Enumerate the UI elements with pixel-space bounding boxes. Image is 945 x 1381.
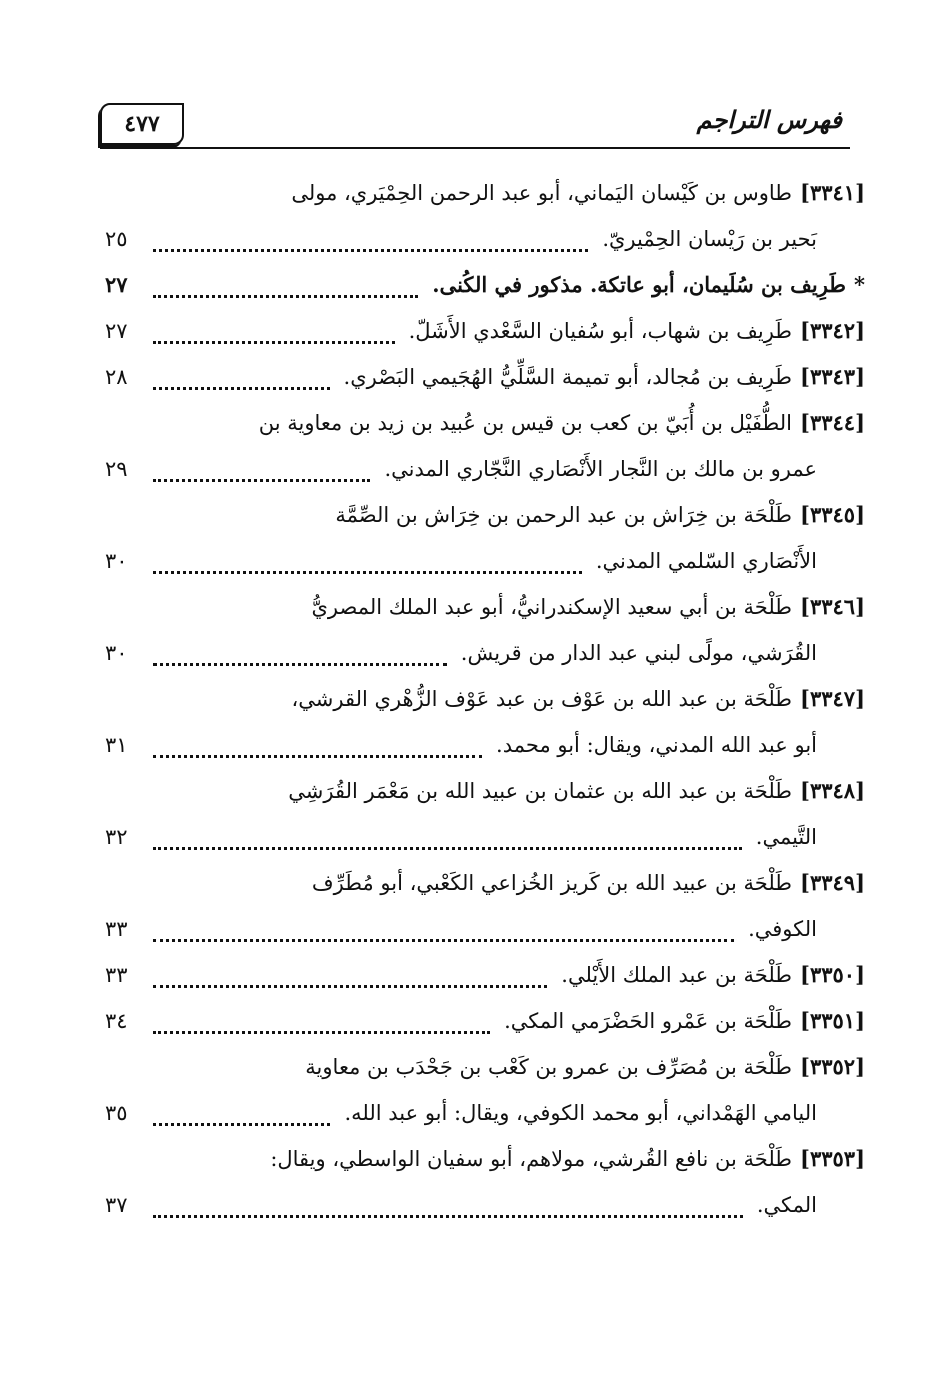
entry-text: طَرِيف بن شهاب، أبو سُفيان السَّعْدي الأَشَلّ. [408, 319, 792, 343]
entry-line [105, 216, 865, 262]
dot-leader [153, 341, 395, 344]
dot-leader [153, 939, 734, 942]
entry-text: عمرو بن مالك بن النَّجار الأَنْصَاري النَّجّاري المدني. [384, 457, 817, 481]
entry-line [105, 952, 865, 998]
entry-page-number: ٣٠ [105, 641, 128, 665]
dot-leader [153, 571, 582, 574]
entry-text: القُرَشي، مولًى لبني عبد الدار من قريش. [460, 641, 817, 665]
dot-leader [153, 249, 588, 252]
index-entries [105, 170, 865, 1228]
page-header [100, 95, 850, 151]
entry-text: طَلْحَة بن عبد الملك الأَيْلي. [561, 963, 792, 987]
entry-line [105, 722, 865, 768]
entry-line [105, 998, 865, 1044]
entry-number: [٣٣٤٦] [800, 594, 865, 619]
entry-line [105, 906, 865, 952]
entry-number: [٣٣٤١] [800, 180, 865, 205]
index-entry [105, 400, 865, 492]
entry-text: المكي. [756, 1193, 817, 1217]
entry-number: * [854, 272, 865, 297]
entry-line [105, 308, 865, 354]
entry-page-number: ٣٣ [105, 963, 128, 987]
entry-line [105, 860, 865, 906]
entry-line [105, 400, 865, 446]
dot-leader [153, 387, 330, 390]
entry-line [105, 170, 865, 216]
entry-line [105, 676, 865, 722]
entry-page-number: ٣٣ [105, 917, 128, 941]
dot-leader [153, 985, 547, 988]
dot-leader [153, 295, 418, 298]
index-entry [105, 1044, 865, 1136]
running-title: فهرس التراجم [696, 105, 842, 134]
entry-page-number: ٣١ [105, 733, 128, 757]
entry-text: طَلْحَة بن خِرَاش بن عبد الرحمن بن خِرَاش بن الصِّمَّة [335, 503, 792, 527]
entry-line [105, 492, 865, 538]
entry-text: الكوفي. [748, 917, 817, 941]
index-entry [105, 170, 865, 262]
entry-line [105, 446, 865, 492]
entry-text: طَلْحَة بن أبي سعيد الإسكندرانيُّ، أبو عبد الملك المصريُّ [311, 595, 792, 619]
page-number-box: ٤٧٧ [100, 103, 184, 145]
entry-page-number: ٢٨ [105, 365, 128, 389]
entry-page-number: ٣٥ [105, 1101, 128, 1125]
index-entry [105, 1136, 865, 1228]
index-entry [105, 354, 865, 400]
entry-line [105, 1044, 865, 1090]
dot-leader [153, 479, 370, 482]
entry-text: بَحير بن رَيْسان الحِمْيريّ. [602, 227, 817, 251]
entry-line [105, 584, 865, 630]
entry-text: طاوس بن كَيْسان اليَماني، أبو عبد الرحمن الحِمْيَري، مولى [291, 181, 792, 205]
entry-text: طَرِيف بن سُلَيمان، أبو عاتكة. مذكور في الكُنى. [432, 272, 847, 297]
entry-page-number: ٢٧ [105, 319, 128, 343]
entry-text: طَلْحَة بن مُصَرِّف بن عمرو بن كَعْب بن جَحْدَب بن معاوية [305, 1055, 792, 1079]
entry-line [105, 630, 865, 676]
entry-line [105, 768, 865, 814]
entry-number: [٣٣٤٣] [800, 364, 865, 389]
entry-number: [٣٣٥٠] [800, 962, 865, 987]
entry-text: طَلْحَة بن عبد الله بن عثمان بن عبيد الله بن مَعْمَر القُرَشِي [288, 779, 792, 803]
entry-line [105, 1090, 865, 1136]
entry-text: طَلْحَة بن عبيد الله بن كَريز الخُزاعي الكَعْبي، أبو مُطَرِّف [311, 871, 792, 895]
entry-page-number: ٣٠ [105, 549, 128, 573]
entry-page-number: ٣٤ [105, 1009, 128, 1033]
entry-number: [٣٣٤٢] [800, 318, 865, 343]
index-entry [105, 768, 865, 860]
entry-text: طَرِيف بن مُجالد، أبو تميمة السَّلِّيُّ الهُجَيمي البَصْري. [343, 365, 792, 389]
dot-leader [153, 1123, 330, 1126]
entry-number: [٣٣٤٧] [800, 686, 865, 711]
entry-number: [٣٣٤٩] [800, 870, 865, 895]
index-entry [105, 676, 865, 768]
entry-page-number: ٢٧ [105, 272, 128, 297]
index-entry [105, 860, 865, 952]
entry-number: [٣٣٥٣] [800, 1146, 865, 1171]
dot-leader [153, 663, 447, 666]
entry-page-number: ٣٢ [105, 825, 128, 849]
entry-text: الطُّفَيْل بن أُبَيّ بن كعب بن قيس بن عُبيد بن زيد بن معاوية بن [258, 411, 792, 435]
entry-text: طَلْحَة بن عَمْرو الحَضْرَمي المكي. [504, 1009, 792, 1033]
index-entry [105, 998, 865, 1044]
entry-text: طَلْحَة بن عبد الله بن عَوْف بن عبد عَوْف الزُّهْري القرشي، [291, 687, 792, 711]
entry-text: أبو عبد الله المدني، ويقال: أبو محمد. [496, 733, 817, 757]
entry-number: [٣٣٤٥] [800, 502, 865, 527]
index-entry [105, 262, 865, 308]
entry-line [105, 538, 865, 584]
index-entry [105, 952, 865, 998]
entry-page-number: ٣٧ [105, 1193, 128, 1217]
entry-line [105, 814, 865, 860]
header-rule [100, 147, 850, 149]
index-entry [105, 308, 865, 354]
entry-page-number: ٢٥ [105, 227, 128, 251]
entry-text: الأَنْصَاري السّلمي المدني. [595, 549, 817, 573]
dot-leader [153, 1215, 743, 1218]
entry-number: [٣٣٥٢] [800, 1054, 865, 1079]
entry-page-number: ٢٩ [105, 457, 128, 481]
index-entry [105, 492, 865, 584]
entry-text: التَّيمي. [755, 825, 817, 849]
dot-leader [153, 847, 742, 850]
dot-leader [153, 755, 482, 758]
entry-line [105, 1182, 865, 1228]
entry-text: طَلْحَة بن نافع القُرشي، مولاهم، أبو سفيان الواسطي، ويقال: [270, 1147, 792, 1171]
entry-line [105, 1136, 865, 1182]
entry-text: اليامي الهَمْداني، أبو محمد الكوفي، ويقال: أبو عبد الله. [344, 1101, 817, 1125]
index-entry [105, 584, 865, 676]
dot-leader [153, 1031, 490, 1034]
entry-number: [٣٣٥١] [800, 1008, 865, 1033]
entry-number: [٣٣٤٤] [800, 410, 865, 435]
entry-line [105, 262, 865, 308]
entry-number: [٣٣٤٨] [800, 778, 865, 803]
entry-line [105, 354, 865, 400]
